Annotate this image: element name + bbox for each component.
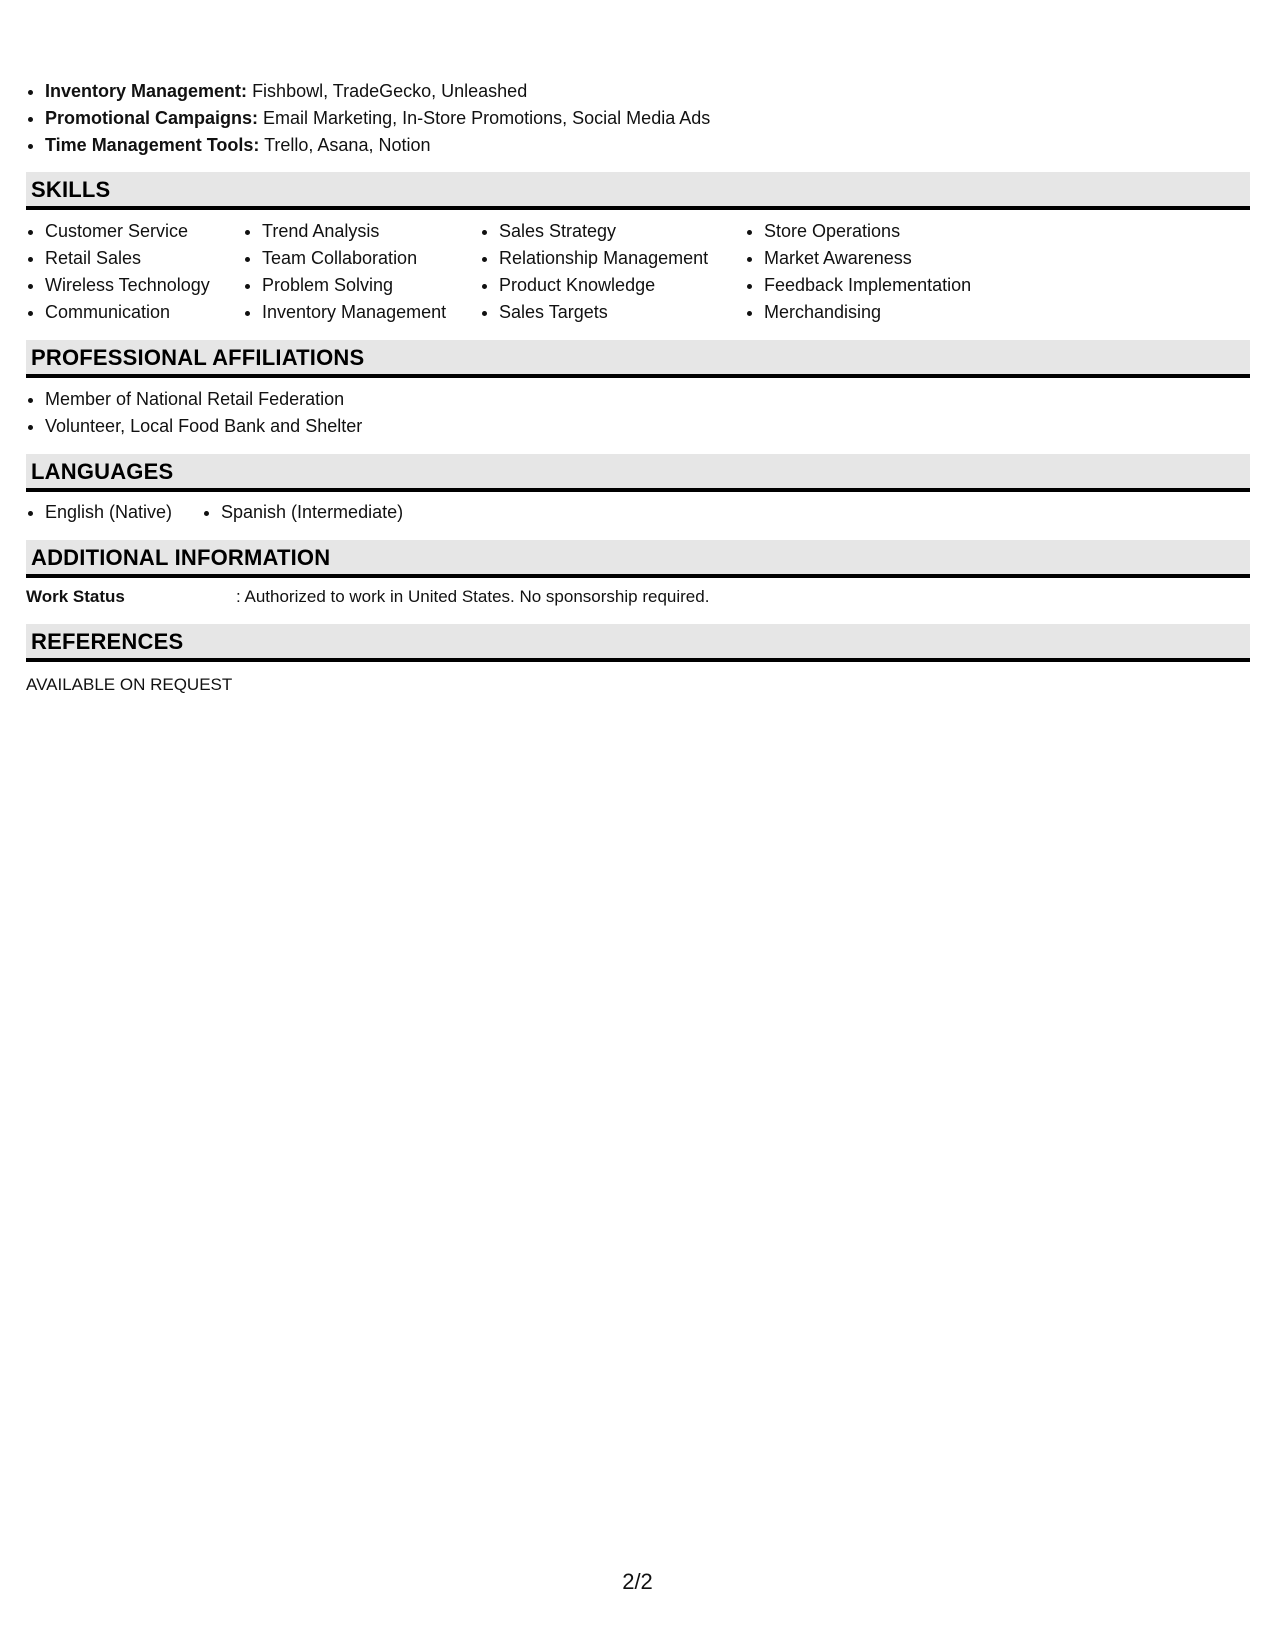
skills-grid <box>26 210 1250 326</box>
additional-info-section-header <box>26 540 1250 578</box>
section-title: SKILLS <box>31 176 111 202</box>
affiliations-section-header <box>26 340 1250 378</box>
references-section-header <box>26 624 1250 662</box>
tool-label: Time Management Tools: <box>45 135 260 155</box>
page-number: 2/2 <box>622 1569 653 1594</box>
tool-label: Inventory Management: <box>45 81 248 101</box>
skill-item: • Team Collaboration <box>262 245 480 272</box>
work-status-label: Work Status <box>26 587 125 606</box>
skill-item: • Relationship Management <box>499 245 745 272</box>
tool-value: Email Marketing, In-Store Promotions, Social Media Ads <box>263 108 711 128</box>
language-list <box>26 499 202 526</box>
tool-label: Promotional Campaigns: <box>45 108 259 128</box>
list-item: • Volunteer, Local Food Bank and Shelter <box>45 413 1250 440</box>
skill-item: • Customer Service <box>45 218 243 245</box>
skill-item: • Retail Sales <box>45 245 243 272</box>
tools-list <box>26 78 1250 159</box>
resume-page <box>26 78 1250 698</box>
list-item <box>45 78 1250 105</box>
skill-item: • Communication <box>45 299 243 326</box>
skill-item: • Product Knowledge <box>499 272 745 299</box>
list-item: • Member of National Retail Federation <box>45 386 1250 413</box>
skills-column <box>745 218 1024 326</box>
skill-item: • Sales Strategy <box>499 218 745 245</box>
section-title: LANGUAGES <box>31 458 174 484</box>
tool-value: Fishbowl, TradeGecko, Unleashed <box>252 81 528 101</box>
skill-item: • Wireless Technology <box>45 272 243 299</box>
list-item <box>45 105 1250 132</box>
section-title: REFERENCES <box>31 628 184 654</box>
languages-row <box>26 492 1250 526</box>
skill-item: • Merchandising <box>764 299 1024 326</box>
section-title: ADDITIONAL INFORMATION <box>31 544 331 570</box>
work-status-value: : Authorized to work in United States. No sponsorship required. <box>236 587 710 606</box>
work-status-row <box>26 578 1250 610</box>
skill-item: • Problem Solving <box>262 272 480 299</box>
languages-section-header <box>26 454 1250 492</box>
skill-item: • Inventory Management <box>262 299 480 326</box>
references-text: AVAILABLE ON REQUEST <box>26 675 233 694</box>
list-item <box>45 132 1250 159</box>
section-title: PROFESSIONAL AFFILIATIONS <box>31 344 365 370</box>
affiliations-list <box>26 378 1250 440</box>
skills-column <box>26 218 243 326</box>
skills-column <box>480 218 745 326</box>
skill-item: • Store Operations <box>764 218 1024 245</box>
language-list <box>202 499 403 526</box>
language-item: • Spanish (Intermediate) <box>221 499 403 526</box>
skill-item: • Sales Targets <box>499 299 745 326</box>
skill-item: • Market Awareness <box>764 245 1024 272</box>
skills-column <box>243 218 480 326</box>
tool-value: Trello, Asana, Notion <box>264 135 431 155</box>
skill-item: • Trend Analysis <box>262 218 480 245</box>
skills-section-header <box>26 172 1250 210</box>
language-item: • English (Native) <box>45 499 202 526</box>
skill-item: • Feedback Implementation <box>764 272 1024 299</box>
